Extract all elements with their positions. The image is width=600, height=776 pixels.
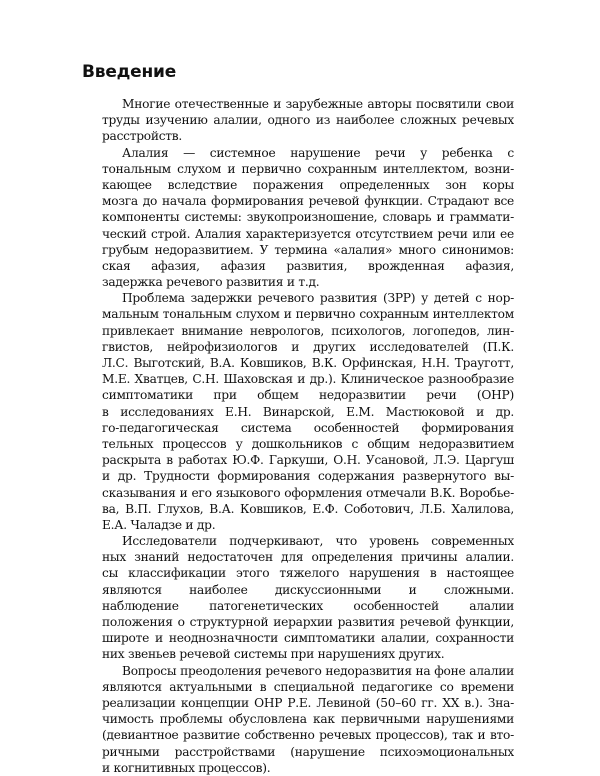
text-line: кающее вследствие поражения определенных зон коры <box>102 177 514 192</box>
text-line: сказывания и его языкового оформления отмечали В.К. Воробье- <box>102 485 514 500</box>
text-line: Исследователи подчеркивают, что уровень современных <box>122 534 514 549</box>
text-line: широте и неоднозначности симптоматики алалии, сохранности <box>102 631 514 646</box>
text-line: тельных процессов у дошкольников с общим недоразвитием <box>102 436 514 451</box>
text-line: чимость проблемы обусловлена как первичными нарушениями <box>102 712 514 727</box>
text-line: (девиантное развитие собственно речевых процессов), так и вто- <box>102 728 514 743</box>
text-line: ных знаний недостаточен для определения причины алалии. <box>102 550 514 565</box>
text-line: привлекает внимание неврологов, психологов, логопедов, лин- <box>102 323 514 338</box>
text-line: Л.С. Выготский, В.А. Ковшиков, В.К. Орфинская, Н.Н. Трауготт, <box>102 356 514 371</box>
body-text <box>82 96 514 776</box>
text-line: го-педагогическая система особенностей формирования <box>102 420 514 435</box>
text-line: гвистов, нейрофизиологов и других исследователей (П.К. <box>102 339 514 354</box>
text-line: положения о структурной иерархии развития речевой функции, <box>102 615 514 630</box>
text-line: и когнитивных процессов). <box>102 760 271 775</box>
text-line: Многие отечественные и зарубежные авторы посвятили свои <box>122 97 514 111</box>
text-line: наблюдение патогенетических особенностей алалии <box>102 598 514 613</box>
paragraph <box>82 533 514 663</box>
text-line: ская афазия, афазия развития, врожденная афазия, <box>102 258 514 273</box>
document-page <box>82 62 514 776</box>
text-line: Проблема задержки речевого развития (ЗРР) у детей с нор- <box>122 291 514 306</box>
text-line: труды изучению алалии, одного из наиболее сложных речевых <box>102 113 514 128</box>
section-heading: Введение <box>82 62 177 82</box>
text-line: реализации концепции ОНР Р.Е. Левиной (50–60 гг. XX в.). Зна- <box>102 696 514 710</box>
text-line: Е.А. Чаладзе и др. <box>102 517 216 532</box>
text-line: являются наиболее дискуссионными и сложными. <box>102 582 514 597</box>
text-line: Алалия — системное нарушение речи у ребенка с <box>122 145 514 160</box>
paragraph <box>82 145 514 291</box>
paragraph <box>82 663 514 776</box>
paragraph <box>82 290 514 533</box>
text-line: них звеньев речевой системы при нарушениях других. <box>102 647 445 662</box>
text-line: являются актуальными в специальной педагогике со времени <box>102 679 514 694</box>
text-line: компоненты системы: звукопроизношение, словарь и граммати- <box>102 210 514 225</box>
text-line: мальным тональным слухом и первично сохранным интеллектом <box>102 307 514 322</box>
text-line: Вопросы преодоления речевого недоразвития на фоне алалии <box>122 663 514 678</box>
text-line: в исследованиях Е.Н. Винарской, Е.М. Мастюковой и др. <box>102 404 514 419</box>
text-line: сы классификации этого тяжелого нарушения в настоящее <box>102 566 514 581</box>
text-line: расстройств. <box>102 129 183 144</box>
text-line: М.Е. Хватцев, С.Н. Шаховская и др.). Клиническое разнообразие <box>102 372 514 387</box>
text-line: и др. Трудности формирования содержания развернутого вы- <box>102 469 514 484</box>
text-line: раскрыта в работах Ю.Ф. Гаркуши, О.Н. Усановой, Л.Э. Царгуш <box>102 453 514 468</box>
text-line: ческий строй. Алалия характеризуется отсутствием речи или ее <box>102 226 514 241</box>
text-line: тональным слухом и первично сохранным интеллектом, возни- <box>102 161 514 176</box>
paragraph <box>82 96 514 145</box>
text-line: задержка речевого развития и т.д. <box>102 275 320 290</box>
text-line: ричными расстройствами (нарушение психоэмоциональных <box>102 744 514 759</box>
text-line: грубым недоразвитием. У термина «алалия» много синонимов: <box>102 242 514 257</box>
text-line: ва, В.П. Глухов, В.А. Ковшиков, Е.Ф. Соботович, Л.Б. Халилова, <box>102 501 514 516</box>
text-line: мозга до начала формирования речевой функции. Страдают все <box>102 194 514 209</box>
text-line: симптоматики при общем недоразвитии речи (ОНР) <box>102 388 514 403</box>
